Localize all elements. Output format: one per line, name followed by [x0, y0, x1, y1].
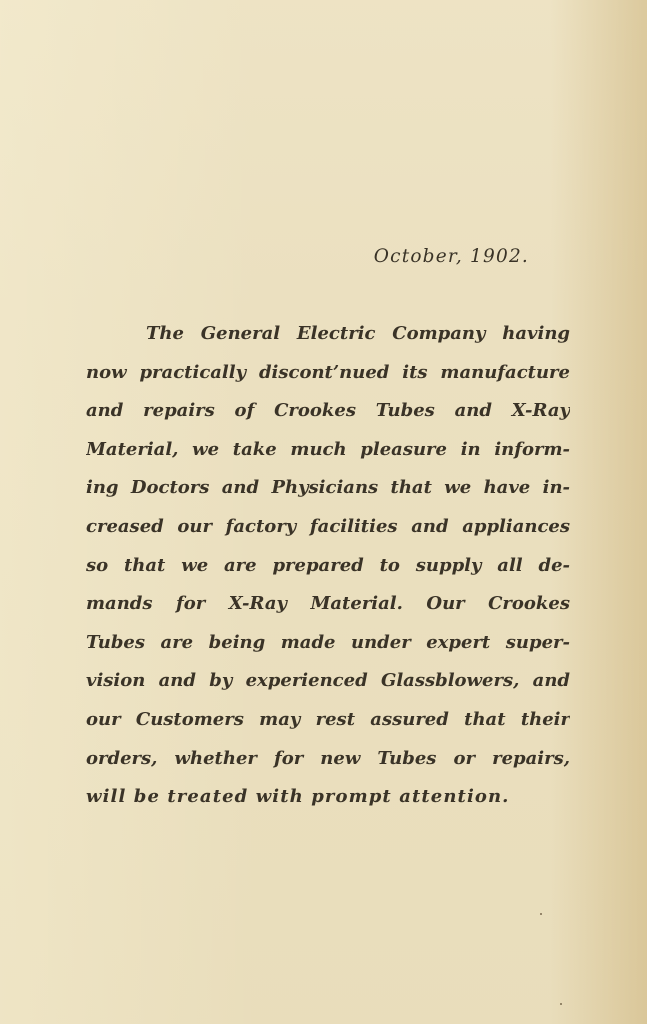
- paragraph-line: vision and by experienced Glassblowers, and: [86, 670, 570, 692]
- paragraph-line-last: will be treated with prompt attention.: [86, 786, 510, 808]
- paragraph-line: Tubes are being made under expert super-: [86, 631, 570, 653]
- paragraph-line: orders, whether for new Tubes or repairs,: [86, 747, 570, 769]
- paragraph-line: ing Doctors and Physicians that we have in-: [86, 477, 570, 499]
- paper-speck: [560, 1003, 562, 1005]
- paper-speck: [540, 913, 542, 915]
- paragraph-line: Material, we take much pleasure in inform-: [86, 438, 570, 460]
- paragraph-line: our Customers may rest assured that their: [86, 708, 570, 730]
- paragraph-line: creased our factory facilities and appliances: [86, 515, 570, 537]
- paragraph-line: now practically discont’nued its manufacture: [86, 361, 570, 383]
- letter-paragraph: [86, 320, 570, 822]
- paragraph-line: so that we are prepared to supply all de-: [86, 554, 570, 576]
- paragraph-line: mands for X-Ray Material. Our Crookes: [86, 593, 570, 615]
- letter-date: October, 1902.: [373, 246, 529, 267]
- paragraph-line: and repairs of Crookes Tubes and X-Ray: [86, 400, 570, 422]
- paragraph-line: The General Electric Company having: [146, 323, 570, 344]
